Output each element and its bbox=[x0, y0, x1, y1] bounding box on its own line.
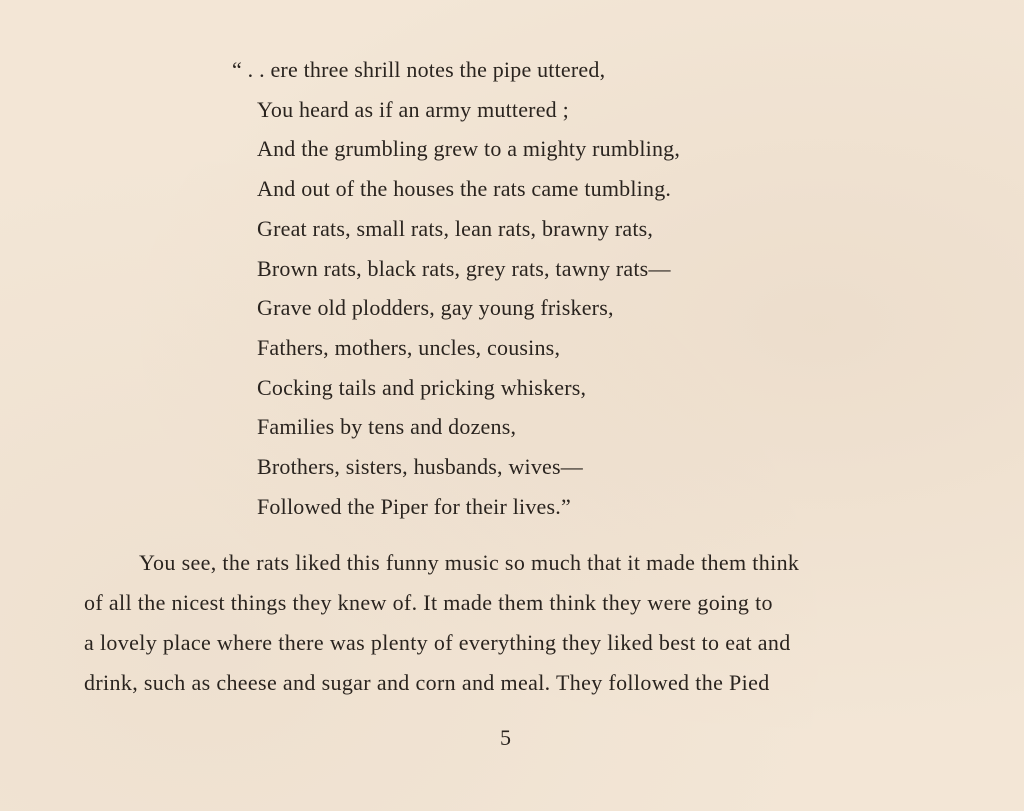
poem-block bbox=[232, 50, 812, 526]
poem-line: Families by tens and dozens, bbox=[257, 414, 517, 440]
poem-line: Cocking tails and pricking whiskers, bbox=[257, 374, 587, 400]
poem-line: And out of the houses the rats came tumbling. bbox=[257, 176, 672, 202]
poem-line: Great rats, small rats, lean rats, brawny rats, bbox=[257, 215, 654, 241]
prose-line: a lovely place where there was plenty of everything they liked best to eat and bbox=[84, 630, 791, 655]
poem-line: You heard as if an army muttered ; bbox=[257, 96, 569, 122]
prose-line: drink, such as cheese and sugar and corn and meal. They followed the Pied bbox=[84, 670, 770, 695]
poem-line: Followed the Piper for their lives.” bbox=[257, 493, 571, 519]
prose-line: You see, the rats liked this funny music so much that it made them think bbox=[139, 550, 800, 575]
prose-line: of all the nicest things they knew of. It made them think they were going to bbox=[84, 590, 773, 615]
poem-line: Brothers, sisters, husbands, wives— bbox=[257, 454, 583, 480]
poem-line: “ . . ere three shrill notes the pipe uttered, bbox=[232, 57, 606, 82]
poem-line: Grave old plodders, gay young friskers, bbox=[257, 295, 614, 321]
prose-paragraph bbox=[84, 543, 944, 703]
page-number: 5 bbox=[500, 725, 511, 750]
poem-line: Brown rats, black rats, grey rats, tawny rats— bbox=[257, 255, 671, 281]
poem-line: Fathers, mothers, uncles, cousins, bbox=[257, 334, 561, 360]
poem-line: And the grumbling grew to a mighty rumbling, bbox=[257, 136, 681, 162]
